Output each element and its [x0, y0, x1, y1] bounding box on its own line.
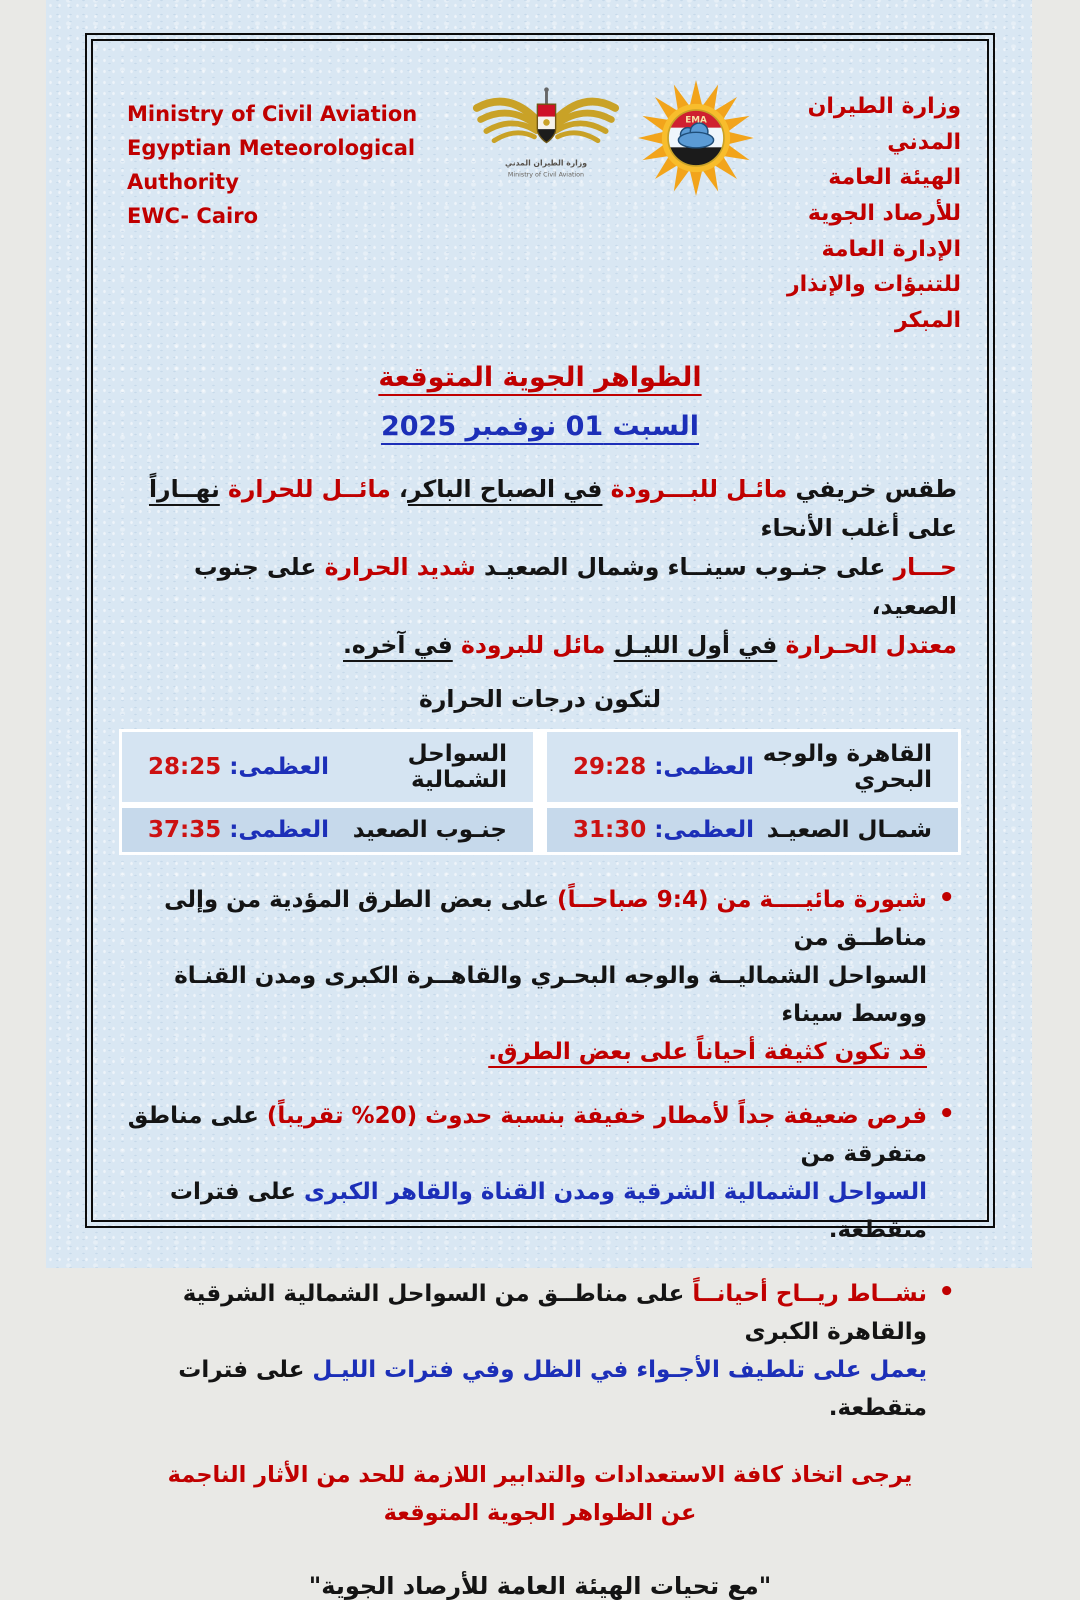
region-name: القاهرة والوجه البحري	[762, 741, 932, 794]
region-name: السواحل الشمالية	[407, 741, 507, 794]
document-frame	[85, 33, 995, 1600]
header-arabic-block	[755, 89, 961, 338]
footer-notice-line: يرجى اتخاذ كافة الاستعدادات والتدابير اللازمة للحد من الأثار الناجمة	[167, 1462, 913, 1489]
text-segment: في أول الليـل	[613, 631, 778, 660]
text-segment: ،	[390, 475, 408, 504]
max-number: 31:30	[573, 817, 647, 844]
text-segment: السواحل الشماليــة والوجه البحـري والقاهــرة الكبرى ومدن القنـاة ووسط سيناء	[174, 963, 927, 1028]
page-title: الظواهر الجوية المتوقعة	[378, 362, 702, 394]
bullet-text	[164, 887, 927, 1065]
text-segment: طقس خريفي	[787, 475, 957, 504]
text-segment: على جنوب الصعيد،	[193, 553, 957, 621]
text-segment: على فترات متقطعة.	[178, 1357, 927, 1422]
ema-logo-text: EMA	[685, 115, 707, 126]
document-frame-inner	[91, 39, 989, 1600]
text-segment: حـــار	[885, 553, 957, 582]
text-segment: في آخره.	[343, 631, 453, 660]
table-cell-south-upper-egypt	[122, 808, 533, 852]
max-label: العظمى:	[654, 817, 755, 844]
text-segment: مائـل للبـــرودة	[602, 475, 788, 504]
text-segment: السواحل الشمالية الشرقية ومدن القناة والقاهر الكبرى	[295, 1179, 927, 1206]
temperatures-table	[119, 729, 961, 855]
wings-logo-caption-english: Ministry of Civil Aviation	[507, 171, 585, 179]
temperature-value	[148, 817, 329, 843]
header-ar-line: وزارة الطيران المدني	[807, 94, 961, 155]
bullet-text	[128, 1103, 927, 1243]
table-cell-north-coasts	[122, 732, 533, 802]
text-segment: فرص ضعيفة جداً لأمطار خفيفة بنسبة حدوث (20% تقريباً)	[258, 1103, 927, 1130]
text-segment: على فترات متقطعة.	[169, 1179, 927, 1244]
header-ar-line: الهيئة العامة للأرصاد الجوية	[807, 165, 961, 226]
max-label: العظمى:	[229, 817, 330, 844]
list-item-wind	[119, 1275, 961, 1427]
list-item-rain	[119, 1097, 961, 1249]
bullet-icon: •	[938, 883, 955, 914]
text-segment: مائــل للحرارة	[219, 475, 391, 504]
wings-logo-caption-arabic: وزارة الطيران المدني	[504, 158, 588, 168]
temperature-value	[573, 754, 754, 780]
table-cell-north-upper-egypt	[547, 808, 958, 852]
text-segment: على جنـوب سينــاء وشمال الصعيـد	[475, 553, 886, 582]
text-segment: نهــاراً	[149, 475, 220, 504]
header-en-line: Ministry of Civil Aviation	[127, 102, 418, 126]
bullet-icon: •	[938, 1277, 955, 1308]
temperature-value	[148, 754, 329, 780]
header-en-line: Egyptian Meteorological Authority	[127, 136, 416, 195]
footer-signature: "مع تحيات الهيئة العامة للأرصاد الجوية"	[308, 1571, 772, 1600]
max-number: 29:28	[573, 754, 647, 781]
header-ar-line: الإدارة العامة للتنبؤات والإنذار المبكر	[786, 236, 961, 333]
temperature-value	[573, 817, 754, 843]
forecast-paragraph	[123, 470, 957, 665]
title-block	[119, 362, 961, 442]
ministry-wings-logo-icon	[471, 83, 621, 183]
table-row	[122, 808, 958, 852]
text-segment: على أغلب الأنحاء	[760, 514, 957, 543]
text-segment: على بعض الطرق المؤدية من وإلى مناطــق من	[164, 887, 927, 952]
table-cell-cairo-delta	[547, 732, 958, 802]
text-segment: على مناطق متفرقة من	[127, 1103, 927, 1168]
bullet-text	[178, 1281, 927, 1421]
text-segment: شبورة مائيــــة من (9:4 صباحــاً)	[549, 887, 927, 914]
header	[119, 94, 961, 338]
text-segment: معتدل الحـرارة	[777, 631, 957, 660]
text-segment	[605, 631, 613, 659]
temperatures-caption: لتكون درجات الحرارة	[418, 685, 662, 714]
date-text: السبت 01 نوفمبر 2025	[380, 411, 700, 443]
footer-notice-line: عن الظواهر الجوية المتوقعة	[383, 1499, 697, 1526]
text-segment: مائل للبرودة	[452, 631, 606, 660]
text-segment: نشــاط ريــاح أحيانــاً	[684, 1281, 927, 1308]
text-segment: على مناطــق من السواحل الشمالية الشرقية والقاهرة الكبرى	[182, 1281, 927, 1346]
date-line	[119, 411, 961, 442]
max-label: العظمى:	[654, 754, 755, 781]
region-name: شمـال الصعيـد	[766, 817, 932, 844]
text-segment: شديد الحرارة	[316, 553, 476, 582]
max-label: العظمى:	[229, 754, 330, 781]
text-segment: في الصباح الباكر	[407, 475, 603, 504]
text-segment: قد تكون كثيفة أحياناً على بعض الطرق.	[488, 1039, 927, 1066]
max-number: 37:35	[148, 817, 222, 844]
region-name: جنـوب الصعيد	[352, 817, 507, 844]
phenomena-list	[119, 881, 961, 1427]
max-number: 28:25	[148, 754, 222, 781]
header-en-line: EWC- Cairo	[127, 204, 258, 229]
text-segment: يعمل على تلطيف الأجـواء في الظل وفي فترات الليـل	[304, 1357, 927, 1384]
bullet-icon: •	[938, 1099, 955, 1130]
header-english-block	[119, 97, 467, 233]
footer-notice	[119, 1457, 961, 1531]
table-row	[122, 732, 958, 802]
list-item-fog	[119, 881, 961, 1071]
ema-sun-logo-icon	[637, 79, 755, 197]
